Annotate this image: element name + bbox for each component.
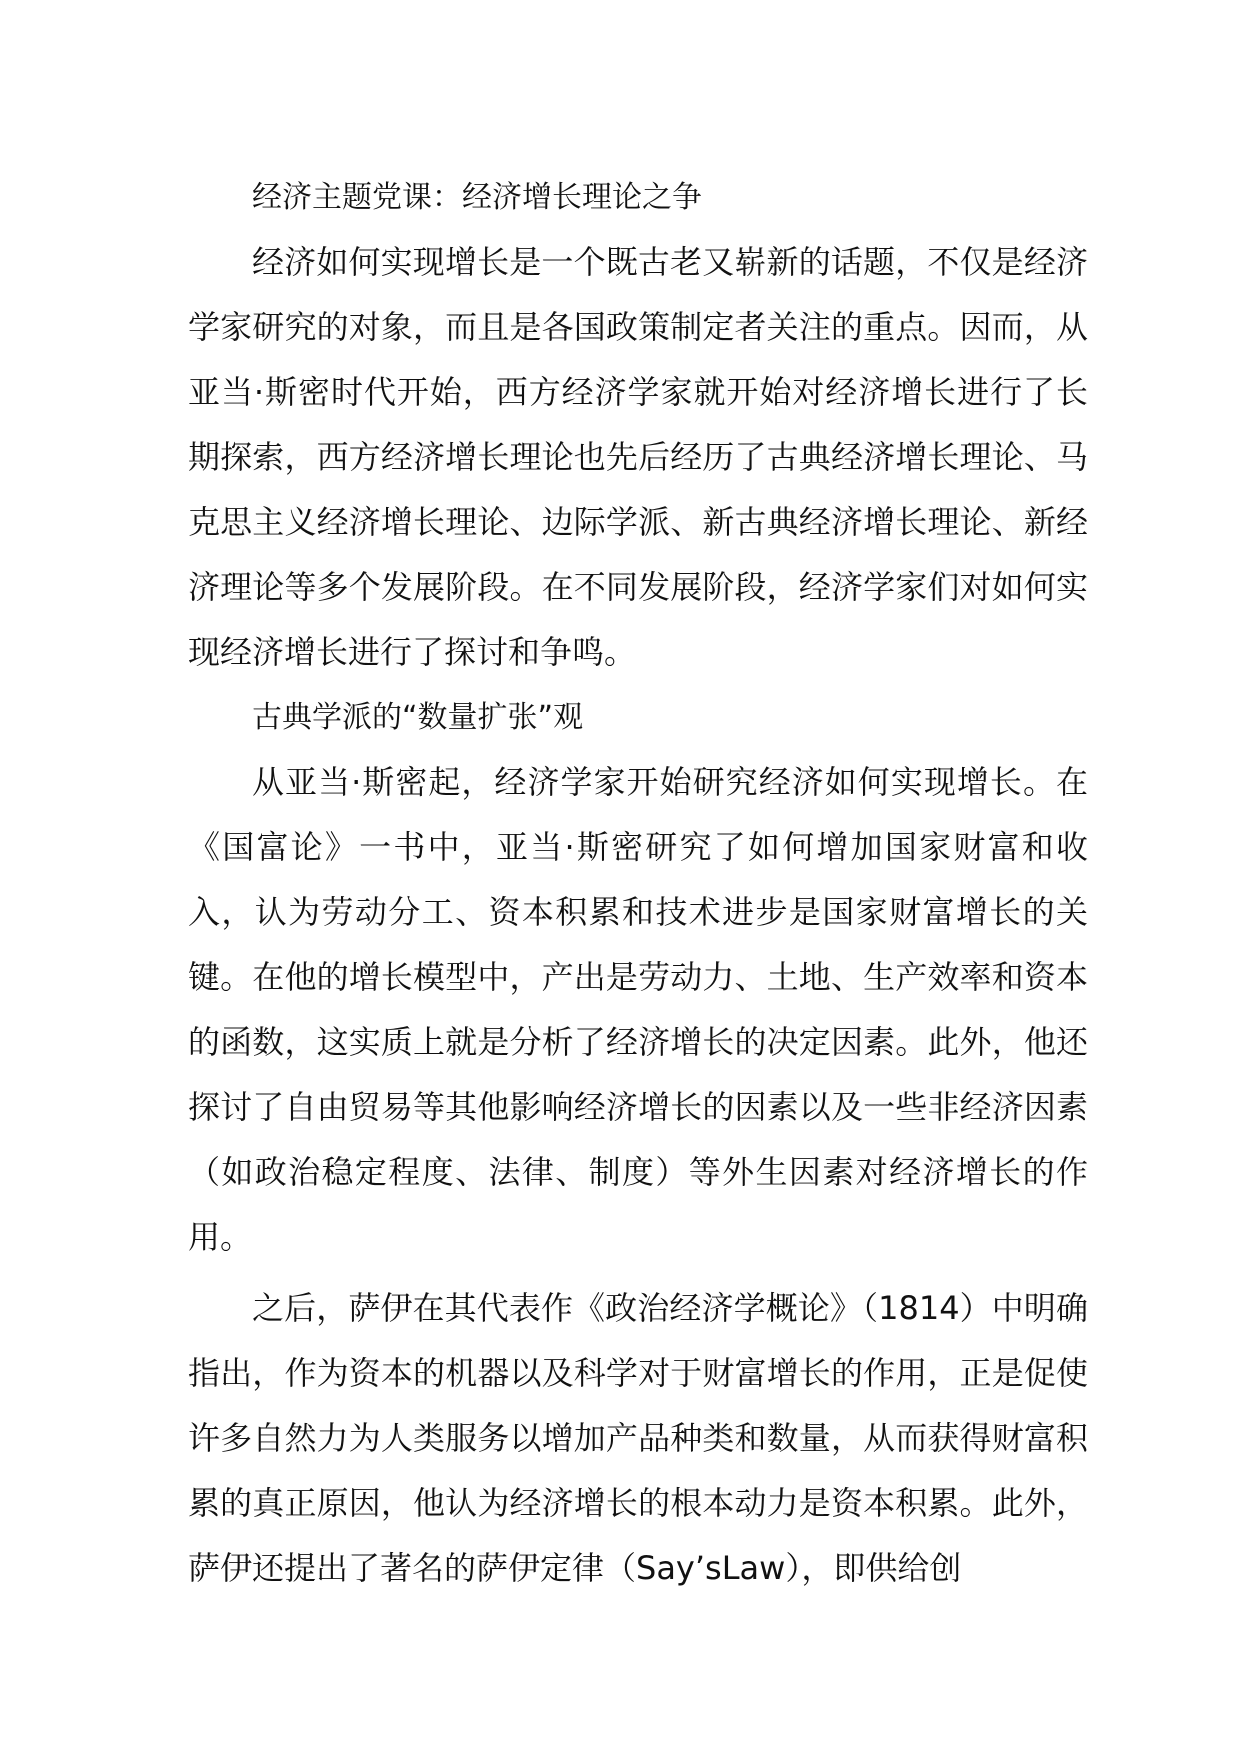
section-paragraph-1: 从亚当·斯密起，经济学家开始研究经济如何实现增长。在《国富论》一书中，亚当·斯密研究了如何增加国家财富和收入，认为劳动分工、资本积累和技术进步是国家财富增长的关键。在他的增长模型中，产出是劳动力、土地、生产效率和资本的函数，这实质上就是分析了经济增长的决定因素。此外，他还探讨了自由贸易等其他影响经济增长的因素以及一些非经济因素（如政治稳定程度、法律、制度）等外生因素对经济增长的作用。: [188, 763, 1088, 1256]
section-paragraph-2: 之后，萨伊在其代表作《政治经济学概论》（1814）中明确指出，作为资本的机器以及科学对于财富增长的作用，正是促使许多自然力为人类服务以增加产品种类和数量，从而获得财富积累的真正原因，他认为经济增长的根本动力是资本积累。此外，萨伊还提出了著名的萨伊定律（Say’sLaw），即供给创: [188, 1289, 1088, 1587]
document-body: [188, 165, 1088, 1601]
section-heading: 古典学派的“数量扩张”观: [252, 700, 584, 735]
intro-paragraph: 经济如何实现增长是一个既古老又崭新的话题，不仅是经济学家研究的对象，而且是各国政策制定者关注的重点。因而，从亚当·斯密时代开始，西方经济学家就开始对经济增长进行了长期探索，西方经济增长理论也先后经历了古典经济增长理论、马克思主义经济增长理论、边际学派、新古典经济增长理论、新经济理论等多个发展阶段。在不同发展阶段，经济学家们对如何实现经济增长进行了探讨和争鸣。: [188, 243, 1088, 671]
document-title: 经济主题党课：经济增长理论之争: [252, 180, 702, 215]
